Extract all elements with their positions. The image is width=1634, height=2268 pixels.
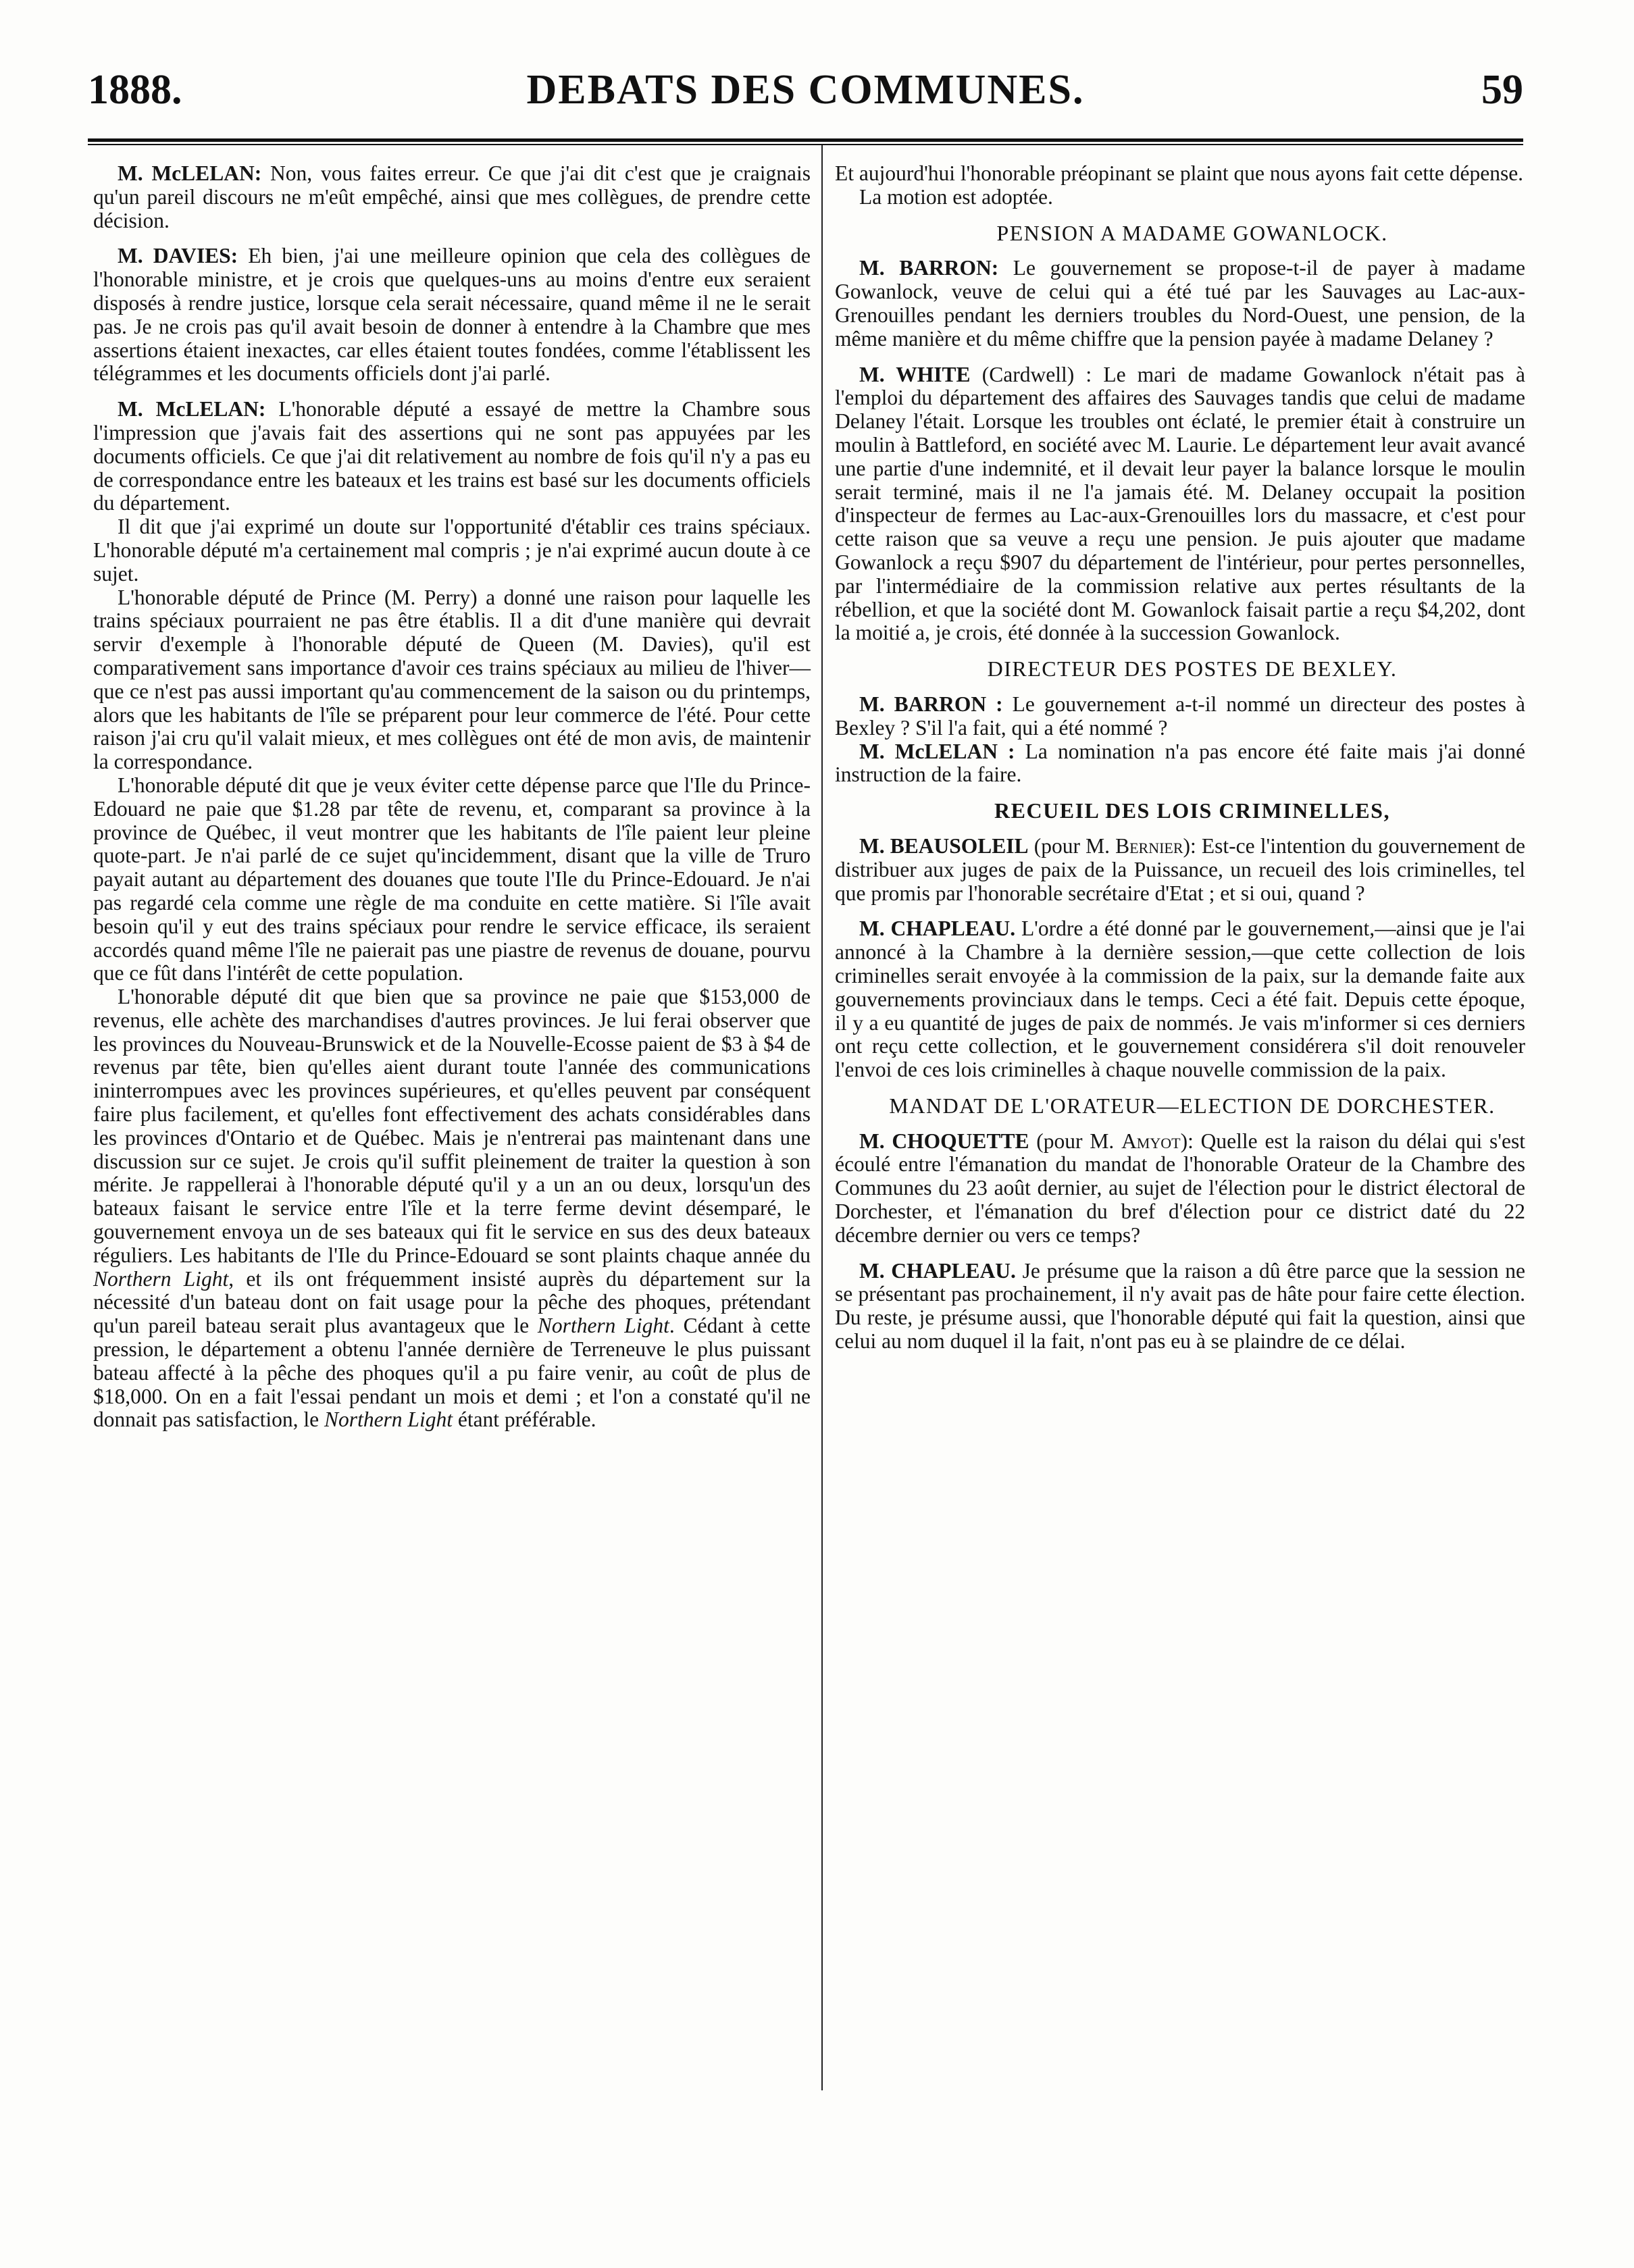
paragraph (93, 985, 811, 1432)
speaker-note-name: Bernier (1115, 833, 1183, 858)
paragraph (835, 257, 1525, 351)
section-heading: MANDAT DE L'ORATEUR—ELECTION DE DORCHESTER. (889, 1093, 1496, 1118)
paragraph (835, 917, 1525, 1082)
paragraph (835, 740, 1525, 788)
paragraph (835, 1260, 1525, 1354)
speaker-name: M. McLELAN: (118, 161, 262, 185)
paragraph (93, 244, 811, 386)
speaker-name: M. CHOQUETTE (859, 1129, 1029, 1153)
speaker-name: M. DAVIES: (118, 244, 238, 268)
header-year: 1888. (88, 67, 182, 113)
right-column (835, 162, 1525, 1366)
section-heading: RECUEIL DES LOIS CRIMINELLES, (994, 798, 1390, 823)
speaker-note: (pour M. (1028, 833, 1116, 858)
speaker-name: M. McLELAN: (118, 397, 266, 421)
left-column (93, 162, 811, 1432)
speech-text: Non, vous faites erreur. Ce que j'ai dit c'est que je craignais qu'un pareil discours ne m'eût empêché, ainsi que mes collègues, de prendre cette décision. (93, 161, 811, 232)
paragraph (835, 1130, 1525, 1247)
header-rule-thick (88, 138, 1523, 142)
speaker-note-name: Amyot (1121, 1129, 1181, 1153)
page-header (88, 66, 1523, 134)
section-heading: DIRECTEUR DES POSTES DE BEXLEY. (987, 656, 1398, 681)
paragraph: Il dit que j'ai exprimé un doute sur l'opportunité d'établir ces trains spéciaux. L'honorable député m'a certainement mal compris ; je n'ai exprimé aucun doute à ce sujet. (93, 515, 811, 586)
continued-paragraph: Et aujourd'hui l'honorable préopinant se plaint que nous ayons fait cette dépense. (835, 161, 1524, 185)
speech-text: : Le mari de madame Gowanlock n'était pas à l'emploi du département des affaires des Sauvages tandis que celui de madame Delaney l'était. Lorsque les troubles ont éclaté, le premier était à construire un moulin à Battleford, en société avec M. Laurie. Le département leur avait avancé une partie d'une indemnité, et il devait leur payer la balance lorsque le moulin serait terminé, mais il ne l'a jamais été. M. Delaney occupait la position d'inspecteur de fermes au Lac-aux-Grenouilles lors du massacre, et c'est pour cette raison que sa veuve a reçu une pension. Je puis ajouter que madame Gowanlock a reçu $907 du département de l'intérieur, pour pertes personnelles, par l'intermédiaire de la commission relative aux pertes résultants de la rébellion, et que la société dont M. Gowanlock faisait partie a reçu $4,202, dont la moitié a, je crois, été donnée à la succession Gowanlock. (835, 362, 1525, 645)
speaker-name: M. McLELAN : (859, 739, 1015, 763)
speaker-note: (pour M. (1029, 1129, 1122, 1153)
column-divider (821, 145, 823, 2090)
speech-text: Le gouvernement se propose-t-il de payer à madame Gowanlock, veuve de celui qui a été tué par les Sauvages au Lac-aux-Grenouilles pendant les derniers troubles du Nord-Ouest, une pension, de la même manière et du même chiffre que la pension payée à madame Delaney ? (835, 256, 1525, 351)
header-rule-thin (88, 144, 1523, 145)
paragraph (835, 835, 1525, 905)
speaker-note: ): (1183, 833, 1196, 858)
ship-name: Northern Light (324, 1408, 453, 1432)
speech-text: , et ils ont fréquemment insisté auprès du département sur la nécessité d'un bateau dont on fait usage pour la pêche des phoques, prétendant qu'un pareil bateau serait plus avantageux que le (93, 1266, 811, 1338)
speech-text: . Cédant à cette pression, le département a obtenu l'année dernière de Terreneuve le plus puissant bateau affecté à la pêche des phoques qu'il a pu faire venir, au coût de plus de $18,000. On en a fait l'essai pendant un mois et demi ; et l'on a constaté qu'il ne donnait pas satisfaction, le (93, 1314, 811, 1432)
header-title: DEBATS DES COMMUNES. (526, 67, 1085, 113)
speaker-riding: (Cardwell) (970, 362, 1075, 386)
ship-name: Northern Light (93, 1266, 229, 1291)
paragraph (835, 363, 1525, 646)
speaker-name: M. BEAUSOLEIL (859, 833, 1029, 858)
page-number: 59 (1481, 67, 1523, 113)
speaker-name: M. CHAPLEAU. (859, 917, 1016, 941)
paragraph (93, 162, 811, 232)
speech-text: L'honorable député dit que bien que sa province ne paie que $153,000 de revenus, elle achète des marchandises d'autres provinces. Je lui ferai observer que les provinces du Nouveau-Brunswick et de la Nouvelle-Ecosse paient de $3 à $4 de revenus par tête, bien qu'elles aient durant toute l'année des communications ininterrompues avec les provinces supérieures, et qu'elles peuvent par conséquent faire plus facilement, et qu'elles font effectivement des achats considérables dans les provinces d'Ontario et de Québec. Mais je n'entrerai pas maintenant dans une discussion sur ce sujet. Je crois qu'il suffit pleinement de traiter la question à son mérite. Je rappellerai à l'honorable député qu'il y a un an ou deux, lorsqu'un des bateaux faisant le service entre l'île et la terre ferme devint désemparé, le gouvernement envoya un de ses bateaux qui fit le service en sus des deux bateaux réguliers. Les habitants de l'Ile du Prince-Edouard se sont plaints chaque année du (93, 985, 811, 1267)
speech-text: Le gouvernement a-t-il nommé un directeur des postes à Bexley ? S'il l'a fait, qui a été nommé ? (835, 692, 1525, 740)
speech-text: L'ordre a été donné par le gouvernement,—ainsi que je l'ai annoncé à la Chambre à la dernière session,—que cette collection de lois criminelles serait envoyée à la commission de la paix, sur la demande faite aux gouvernements provinciaux dans le temps. Ceci a été fait. Depuis cette époque, il y a eu quantité de juges de paix de nommés. Je vais m'informer si ces derniers ont reçu cette collection, et le gouvernement considérera s'il doit renouveler l'envoi de ces lois criminelles à chaque nouvelle commission de la paix. (835, 917, 1525, 1082)
ship-name: Northern Light (537, 1314, 669, 1338)
speaker-name: M. WHITE (859, 362, 971, 386)
paragraph (93, 398, 811, 515)
motion-result: La motion est adoptée. (859, 184, 1053, 209)
section-heading: PENSION A MADAME GOWANLOCK. (996, 220, 1388, 245)
speech-text: étant préférable. (452, 1408, 596, 1432)
paragraph (835, 693, 1525, 740)
speech-text: La nomination n'a pas encore été faite mais j'ai donné instruction de la faire. (835, 739, 1525, 787)
speaker-note: ): (1180, 1129, 1194, 1153)
paragraph: L'honorable député de Prince (M. Perry) a donné une raison pour laquelle les trains spéciaux pourraient ne pas être établis. Il a dit d'une manière qui devrait servir d'exemple à l'honorable député de Queen (M. Davies), qu'il est comparativement sans importance d'avoir ces trains spéciaux au milieu de l'hiver—que ce n'est pas aussi important qu'au commencement de la saison ou du printemps, alors que les habitants de l'île se préparent pour leur commerce de l'été. Pour cette raison j'ai cru qu'il valait mieux, et mes collègues ont été de mon avis, de maintenir la correspondance. (93, 585, 811, 774)
speech-text: Eh bien, j'ai une meilleure opinion que cela des collègues de l'honorable ministre, et je crois que quelques-uns au moins d'entre eux seraient disposés à rendre justice, lorsque cela serait nécessaire, quand même il ne le serait pas. Je ne crois pas qu'il avait besoin de donner à entendre à la Chambre que mes assertions étaient inexactes, car elles étaient toutes fondées, comme l'établissent les télégrammes et les documents officiels dont j'ai parlé. (93, 244, 811, 386)
speech-text: Quelle est la raison du délai qui s'est écoulé entre l'émanation du mandat de l'honorable Orateur de la Chambre des Communes du 23 août dernier, au sujet de l'élection pour le district électoral de Dorchester, et l'émanation du bref d'élection pour ce district daté du 22 décembre dernier ou vers ce temps? (835, 1129, 1525, 1247)
speaker-name: M. BARRON: (859, 256, 999, 280)
paragraph: L'honorable député dit que je veux éviter cette dépense parce que l'Ile du Prince-Edouard ne paie que $1.28 par tête de revenu, et, comparant sa province à la province de Québec, il veut montrer que les habitants de l'île paient leur pleine quote-part. Je n'ai parlé de ce sujet qu'incidemment, disant que la ville de Truro payait autant au département des douanes que toute l'Ile du Prince-Edouard. Je n'ai pas regardé cela comme une règle de ma conduite en cette matière. Si l'île avait besoin qu'il y eut des trains spéciaux pour rendre le service efficace, ils seraient accordés quand même l'île ne paierait pas une piastre de revenus de douane, pourvu que ce fût dans l'intérêt de cette population. (93, 773, 811, 985)
speech-text: Est-ce l'intention du gouvernement de distribuer aux juges de paix de la Puissance, un recueil des lois criminelles, tel que promis par l'honorable secrétaire d'Etat ; et si oui, quand ? (835, 833, 1525, 905)
speech-text: Je présume que la raison a dû être parce que la session ne se présentant pas prochainement, il n'y avait pas de hâte pour faire cette élection. Du reste, je présume aussi, que l'honorable député qui fait la question, ainsi que celui au nom duquel il la fait, n'ont pas eu à se plaindre de ce délai. (835, 1258, 1525, 1354)
speech-text: L'honorable député a essayé de mettre la Chambre sous l'impression que j'avais fait des assertions qui ne sont pas appuyées par les documents officiels. Ce que j'ai dit relativement au nombre de fois qu'il n'y a pas eu de correspondance entre les bateaux et les trains est basé sur les documents officiels du département. (93, 397, 811, 515)
speaker-name: M. BARRON : (859, 692, 1003, 716)
speaker-name: M. CHAPLEAU. (859, 1258, 1016, 1283)
